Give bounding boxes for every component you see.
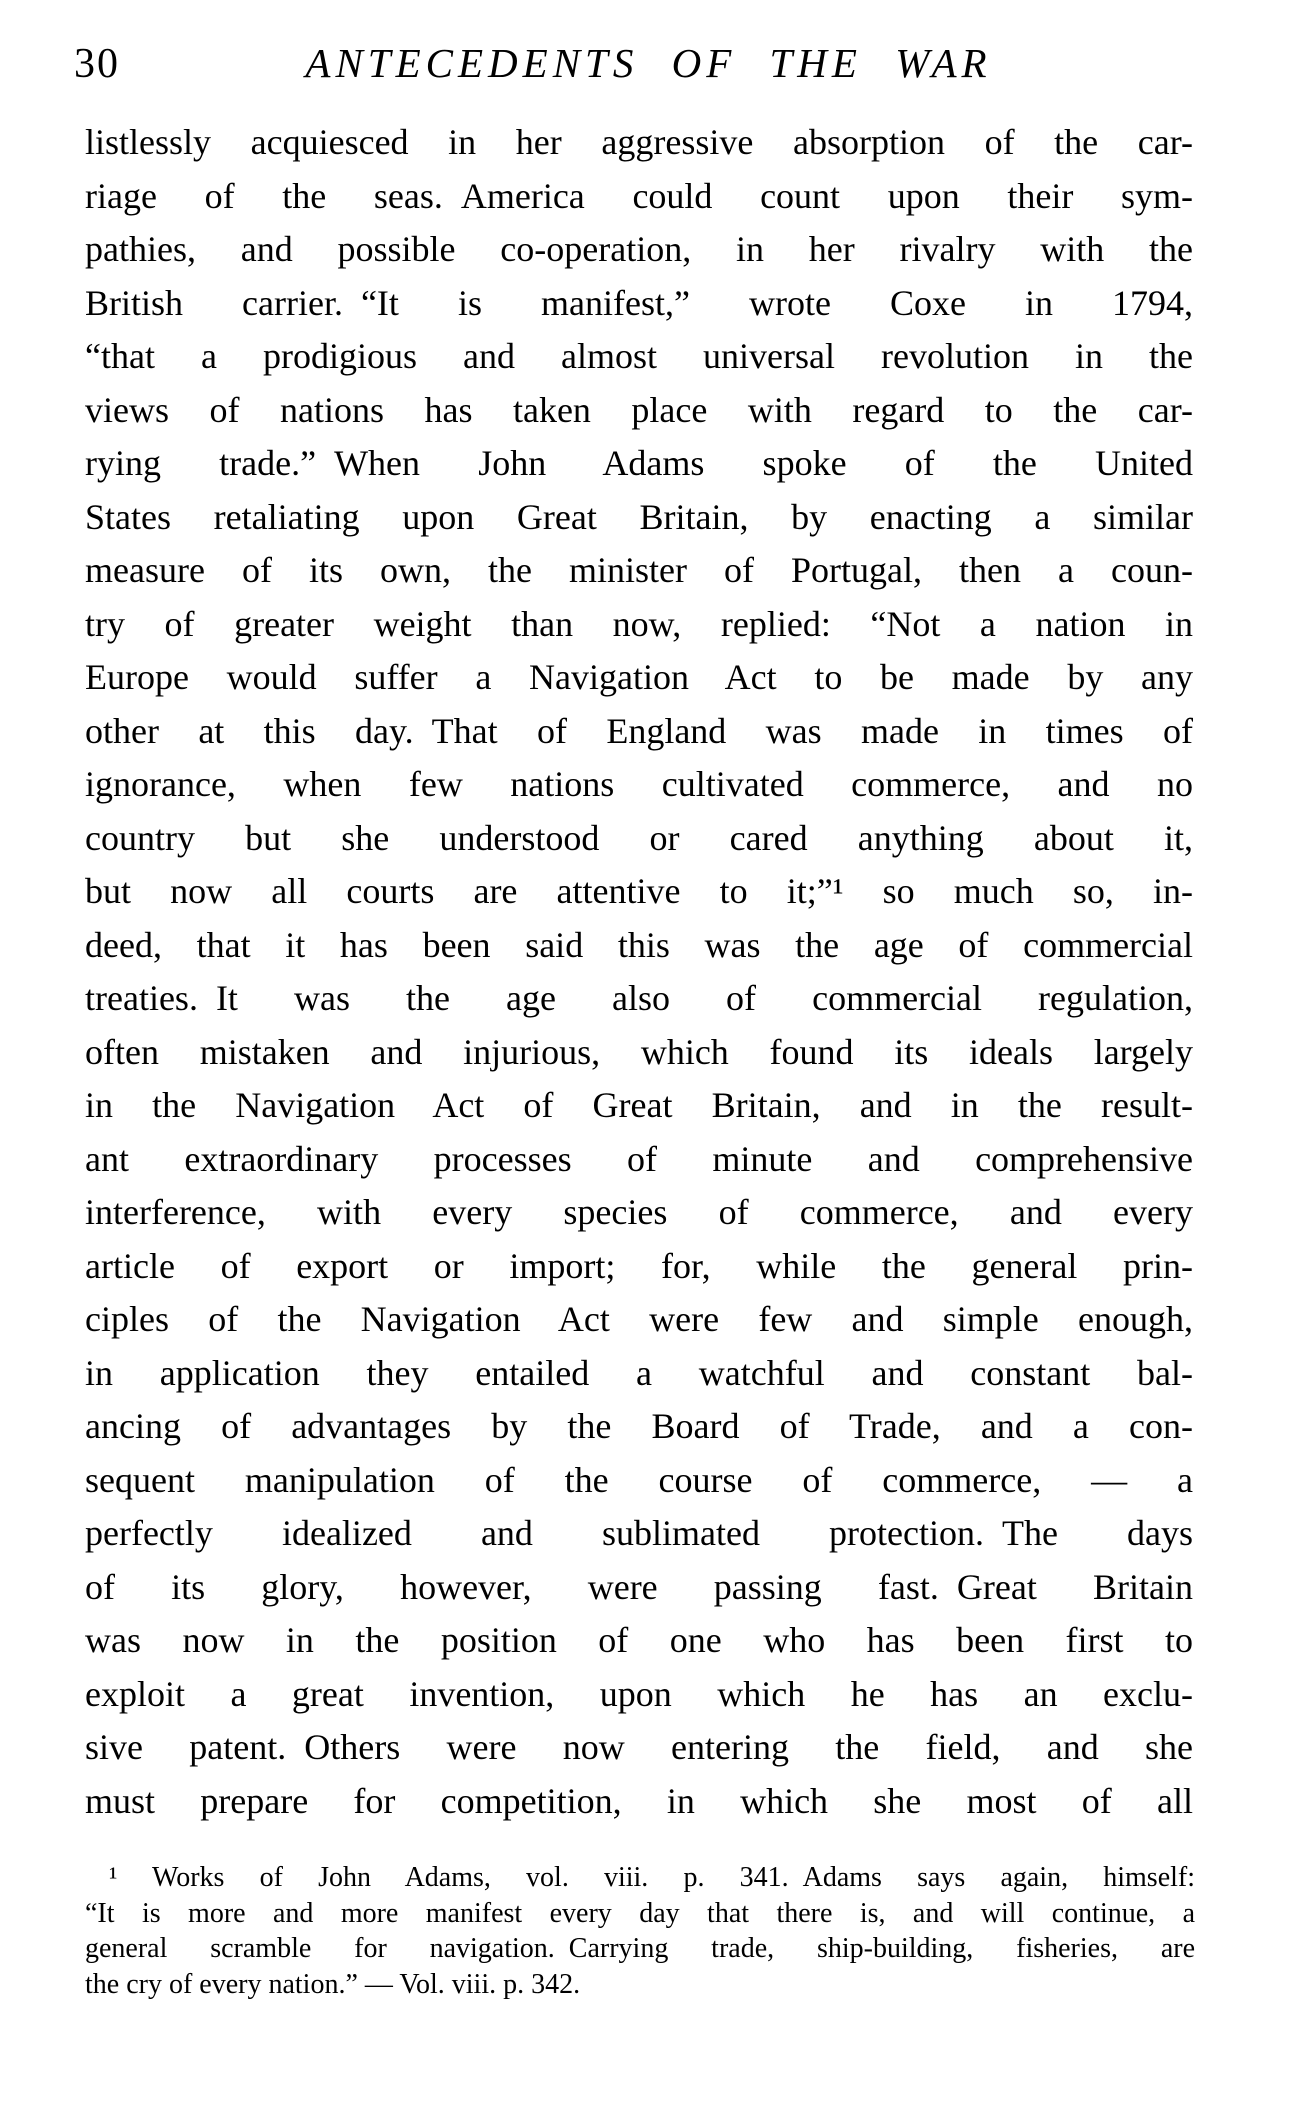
text-line: ancing of advantages by the Board of Trade, and a con- <box>85 1406 1193 1446</box>
text-line: other at this day. That of England was made in times of <box>85 710 1193 751</box>
text-line: in the Navigation Act of Great Britain, and in the result- <box>85 1085 1193 1125</box>
page-header <box>0 40 1297 90</box>
text-line: country but she understood or cared anything about it, <box>85 817 1193 858</box>
text-line: measure of its own, the minister of Portugal, then a coun- <box>85 550 1193 590</box>
text-line: article of export or import; for, while the general prin- <box>85 1245 1193 1286</box>
text-line: Europe would suffer a Navigation Act to be made by any <box>85 657 1193 697</box>
text-line: ant extraordinary processes of minute and comprehensive <box>85 1138 1193 1179</box>
text-line: often mistaken and injurious, which found its ideals largely <box>85 1031 1193 1072</box>
text-line: sequent manipulation of the course of commerce, — a <box>85 1459 1193 1500</box>
text-line: “that a prodigious and almost universal revolution in the <box>85 336 1193 376</box>
text-line: but now all courts are attentive to it;”¹ so much so, in- <box>85 871 1193 911</box>
text-line: sive patent. Others were now entering the field, and she <box>85 1727 1193 1767</box>
text-line: pathies, and possible co-operation, in her rivalry with the <box>85 229 1193 269</box>
text-line: was now in the position of one who has been first to <box>85 1620 1193 1660</box>
text-line: States retaliating upon Great Britain, by enacting a similar <box>85 496 1193 537</box>
text-line: treaties. It was the age also of commercial regulation, <box>85 978 1193 1018</box>
text-line: must prepare for competition, in which she most of all <box>85 1780 1193 1821</box>
body-text-column <box>85 116 1193 1828</box>
text-line: try of greater weight than now, replied: “Not a nation in <box>85 603 1193 644</box>
text-line: riage of the seas. America could count upon their sym- <box>85 175 1193 216</box>
text-line: of its glory, however, were passing fast. Great Britain <box>85 1566 1193 1607</box>
footnote <box>85 1860 1195 2002</box>
text-line: listlessly acquiesced in her aggressive absorption of the car- <box>85 122 1193 162</box>
text-line: the cry of every nation.” — Vol. viii. p. 342. <box>85 1968 581 2000</box>
page-number: 30 <box>74 41 120 87</box>
text-line: in application they entailed a watchful and constant bal- <box>85 1352 1193 1393</box>
text-line: “It is more and more manifest every day that there is, and will continue, a <box>85 1897 1195 1929</box>
text-line: ¹ Works of John Adams, vol. viii. p. 341. Adams says again, himself: <box>109 1862 1195 1893</box>
text-line: ignorance, when few nations cultivated commerce, and no <box>85 764 1193 804</box>
text-line: interference, with every species of commerce, and every <box>85 1192 1193 1232</box>
text-line: rying trade.” When John Adams spoke of the United <box>85 443 1193 483</box>
text-line: perfectly idealized and sublimated protection. The days <box>85 1513 1193 1553</box>
text-line: ciples of the Navigation Act were few and simple enough, <box>85 1299 1193 1339</box>
text-line: British carrier. “It is manifest,” wrote Coxe in 1794, <box>85 282 1193 323</box>
text-line: exploit a great invention, upon which he has an exclu- <box>85 1673 1193 1714</box>
running-header: ANTECEDENTS OF THE WAR <box>305 40 992 86</box>
text-line: general scramble for navigation. Carrying trade, ship-building, fisheries, are <box>85 1933 1195 1964</box>
text-line: views of nations has taken place with regard to the car- <box>85 389 1193 430</box>
text-line: deed, that it has been said this was the age of commercial <box>85 924 1193 965</box>
